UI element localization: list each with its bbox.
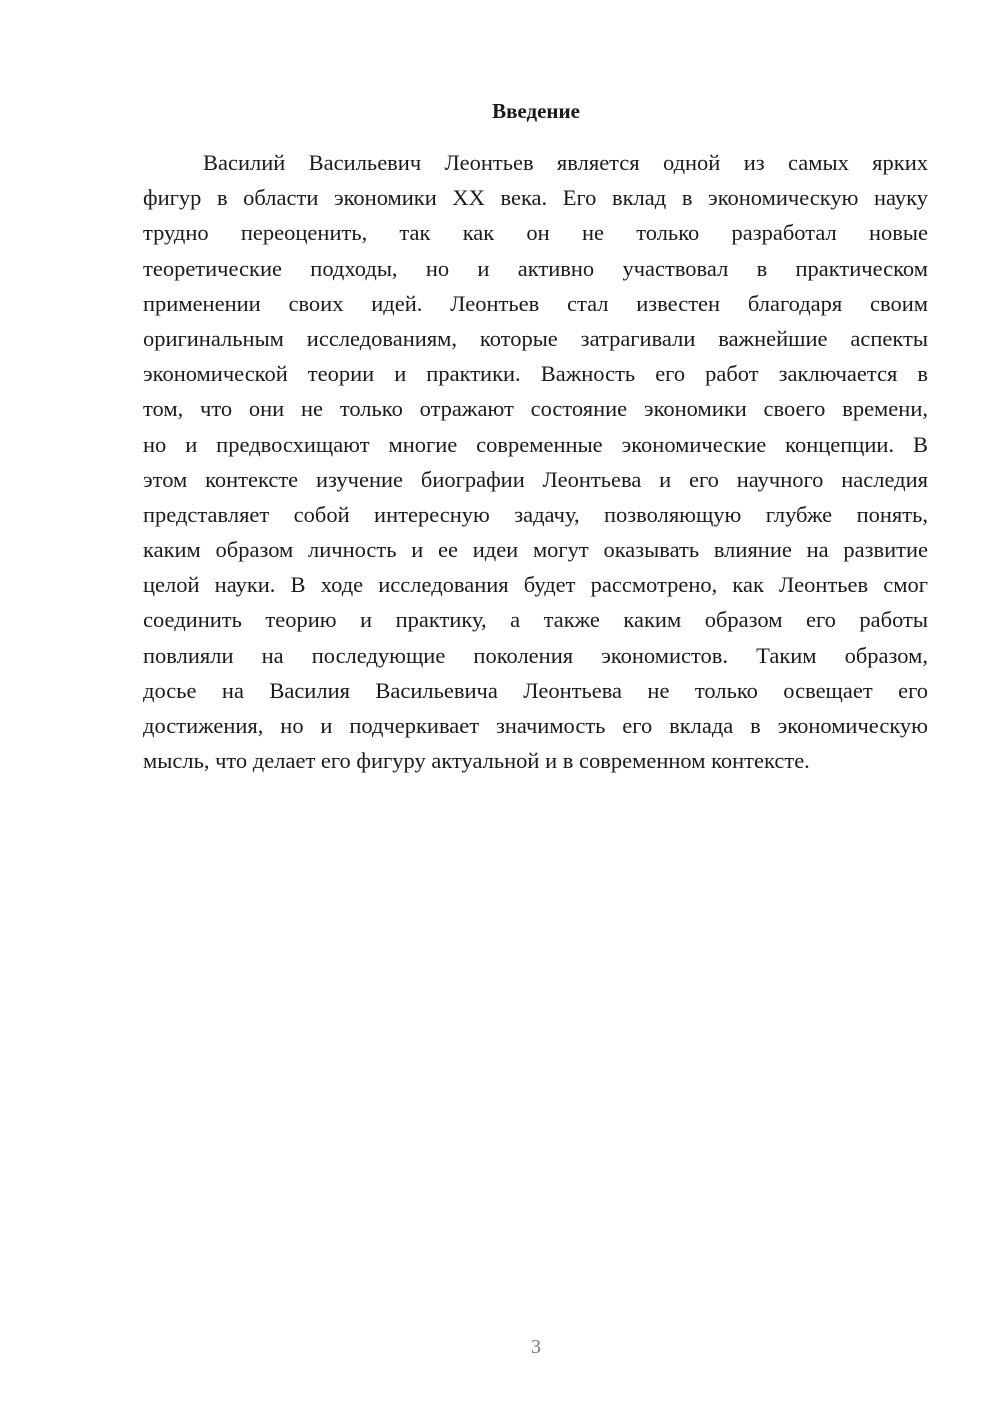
paragraph-line: том, что они не только отражают состояние экономики своего времени,	[143, 396, 928, 422]
paragraph-line: достижения, но и подчеркивает значимость его вклада в экономическую	[143, 713, 928, 738]
paragraph-line: представляет собой интересную задачу, позволяющую глубже понять,	[143, 501, 928, 527]
section-heading: Введение	[492, 99, 580, 123]
paragraph-line: трудно переоценить, так как он не только разработал новые	[143, 220, 928, 246]
body-paragraph	[143, 145, 928, 778]
page-number: 3	[531, 1336, 541, 1358]
paragraph-line: экономической теории и практики. Важность его работ заключается в	[143, 361, 928, 387]
paragraph-line: применении своих идей. Леонтьев стал известен благодаря своим	[143, 290, 928, 316]
paragraph-line: повлияли на последующие поколения экономистов. Таким образом,	[143, 642, 928, 668]
paragraph-line: этом контексте изучение биографии Леонтьева и его научного наследия	[143, 466, 928, 492]
paragraph-line: оригинальным исследованиям, которые затрагивали важнейшие аспекты	[143, 325, 928, 351]
paragraph-line: каким образом личность и ее идеи могут оказывать влияние на развитие	[143, 537, 928, 563]
paragraph-line: целой науки. В ходе исследования будет рассмотрено, как Леонтьев смог	[143, 572, 928, 598]
paragraph-line: Василий Васильевич Леонтьев является одной из самых ярких	[203, 150, 928, 175]
paragraph-line: соединить теорию и практику, а также каким образом его работы	[143, 607, 928, 633]
paragraph-line: но и предвосхищают многие современные экономические концепции. В	[143, 431, 928, 457]
paragraph-line: фигур в области экономики XX века. Его вклад в экономическую науку	[143, 185, 928, 211]
paragraph-line: мысль, что делает его фигуру актуальной и в современном контексте.	[143, 748, 810, 774]
paragraph-line: досье на Василия Васильевича Леонтьева не только освещает его	[143, 677, 928, 703]
paragraph-line: теоретические подходы, но и активно участвовал в практическом	[143, 255, 928, 281]
